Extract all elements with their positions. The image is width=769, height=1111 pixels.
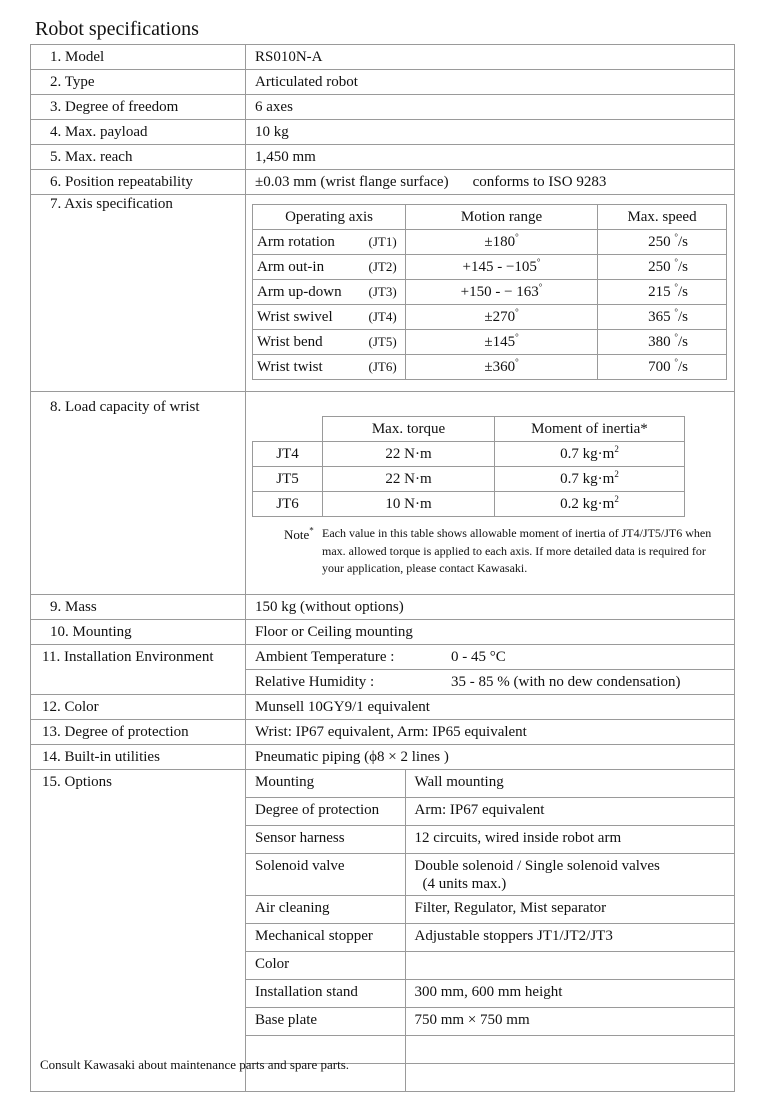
wrist-load-cell [246,392,735,595]
table-row [253,230,727,255]
ambient-temperature: Ambient Temperature : 0 - 45 °C [246,645,735,670]
table-row [31,392,735,595]
table-row [246,854,734,896]
spec-value: Pneumatic piping (ϕ8 × 2 lines ) [246,745,735,770]
table-row [253,330,727,355]
axis-name: Wrist swivel [253,305,365,330]
option-name: Solenoid valve [246,854,405,896]
wrist-note [284,525,734,578]
max-torque: 22 N·m [323,442,495,467]
spec-label: 4. Max. payload [31,120,246,145]
column-header: Max. torque [323,417,495,442]
table-row [31,745,735,770]
wrist-table [252,416,685,517]
spec-value: Articulated robot [246,70,735,95]
table-row [246,896,734,924]
axis-jt: (JT6) [365,355,406,380]
motion-range: ±360° [406,355,598,380]
spec-label: 8. Load capacity of wrist [31,392,246,595]
options-table [246,770,734,1091]
table-row [253,255,727,280]
max-speed: 380 °/s [598,330,727,355]
spec-value: ±0.03 mm (wrist flange surface) conforms to ISO 9283 [246,170,735,195]
table-row [246,980,734,1008]
max-speed: 215 °/s [598,280,727,305]
options-cell [246,770,735,1092]
spec-label: 1. Model [31,45,246,70]
table-row [31,195,735,392]
table-row [31,145,735,170]
axis-name: Arm out-in [253,255,365,280]
spec-label: 2. Type [31,70,246,95]
spec-label: 15. Options [31,770,246,1092]
moment-of-inertia: 0.2 $kg\cdot m^2$ [495,492,685,517]
spec-label: 10. Mounting [31,620,246,645]
table-header-row [253,205,727,230]
table-row [253,305,727,330]
column-header [253,417,323,442]
max-speed: 365 °/s [598,305,727,330]
table-row [246,952,734,980]
axis-jt: (JT2) [365,255,406,280]
table-row [253,492,685,517]
spec-label: 5. Max. reach [31,145,246,170]
page-title: Robot specifications [35,18,199,40]
option-value [405,1064,734,1092]
axis-jt: (JT4) [365,305,406,330]
axis-jt: (JT1) [365,230,406,255]
option-name: Air cleaning [246,896,405,924]
spec-value: 1,450 mm [246,145,735,170]
spec-label: 14. Built-in utilities [31,745,246,770]
wrist-jt: JT5 [253,467,323,492]
moment-of-inertia: 0.7 $kg\cdot m^2$ [495,467,685,492]
table-row [31,70,735,95]
spec-value: Wrist: IP67 equivalent, Arm: IP65 equivalent [246,720,735,745]
motion-range: +150 - − 163° [406,280,598,305]
note-text: Each value in this table shows allowable moment of inertia of JT4/JT5/JT6 when max. allowed torque is applied to each axis. If more detailed data is required for your application, please contact Kawasaki. [322,526,712,575]
option-name: Mechanical stopper [246,924,405,952]
option-name: Installation stand [246,980,405,1008]
option-value: 12 circuits, wired inside robot arm [405,826,734,854]
table-row [246,1008,734,1036]
column-header: Motion range [406,205,598,230]
column-header: Operating axis [253,205,406,230]
option-value: 750 mm × 750 mm [405,1008,734,1036]
motion-range: ±270° [406,305,598,330]
table-row [253,355,727,380]
table-header-row [253,417,685,442]
moment-of-inertia: 0.7 $kg\cdot m^2$ [495,442,685,467]
wrist-jt: JT6 [253,492,323,517]
option-name: Degree of protection [246,798,405,826]
spec-value: RS010N-A [246,45,735,70]
max-speed: 700 °/s [598,355,727,380]
option-value [405,1036,734,1064]
axis-table [252,204,727,380]
table-row [246,798,734,826]
spec-label: 9. Mass [31,595,246,620]
table-row [31,720,735,745]
table-row [253,442,685,467]
max-torque: 22 N·m [323,467,495,492]
max-torque: 10 N·m [323,492,495,517]
spec-value: 10 kg [246,120,735,145]
footer-note: Consult Kawasaki about maintenance parts and spare parts. [40,1057,350,1072]
spec-label: 3. Degree of freedom [31,95,246,120]
table-row [253,467,685,492]
axis-name: Arm up-down [253,280,365,305]
table-row [31,595,735,620]
option-value: Adjustable stoppers JT1/JT2/JT3 [405,924,734,952]
table-row [246,924,734,952]
table-row [31,770,735,1092]
motion-range: +145 - −105° [406,255,598,280]
table-row [31,95,735,120]
table-row [31,645,735,670]
spec-value: Munsell 10GY9/1 equivalent [246,695,735,720]
axis-name: Wrist bend [253,330,365,355]
spec-value: Floor or Ceiling mounting [246,620,735,645]
axis-jt: (JT5) [365,330,406,355]
spec-label: 12. Color [31,695,246,720]
option-name: Base plate [246,1008,405,1036]
wrist-jt: JT4 [253,442,323,467]
table-row [31,120,735,145]
option-name: Color [246,952,405,980]
table-row [246,770,734,798]
table-row [31,45,735,70]
spec-label: 6. Position repeatability [31,170,246,195]
spec-value: 150 kg (without options) [246,595,735,620]
spec-label: 7. Axis specification [31,195,246,392]
axis-name: Wrist twist [253,355,365,380]
option-value [405,952,734,980]
note-label: Note* [284,525,314,542]
table-row [31,620,735,645]
spec-label: 11. Installation Environment [31,645,246,695]
motion-range: ±145° [406,330,598,355]
axis-jt: (JT3) [365,280,406,305]
max-speed: 250 °/s [598,255,727,280]
column-header: Moment of inertia* [495,417,685,442]
option-value: 300 mm, 600 mm height [405,980,734,1008]
column-header: Max. speed [598,205,727,230]
table-row [253,280,727,305]
spec-table [30,44,735,1092]
table-row [31,170,735,195]
axis-name: Arm rotation [253,230,365,255]
option-value: Double solenoid / Single solenoid valves (4 units max.) [405,854,734,896]
motion-range: ±180° [406,230,598,255]
option-value: Arm: IP67 equivalent [405,798,734,826]
option-name: Sensor harness [246,826,405,854]
table-row [31,695,735,720]
spec-value: 6 axes [246,95,735,120]
spec-label: 13. Degree of protection [31,720,246,745]
max-speed: 250 °/s [598,230,727,255]
option-value: Wall mounting [405,770,734,798]
option-name: Mounting [246,770,405,798]
option-value: Filter, Regulator, Mist separator [405,896,734,924]
relative-humidity: Relative Humidity : 35 - 85 % (with no dew condensation) [246,670,735,695]
axis-spec-cell [246,195,735,392]
table-row [246,826,734,854]
